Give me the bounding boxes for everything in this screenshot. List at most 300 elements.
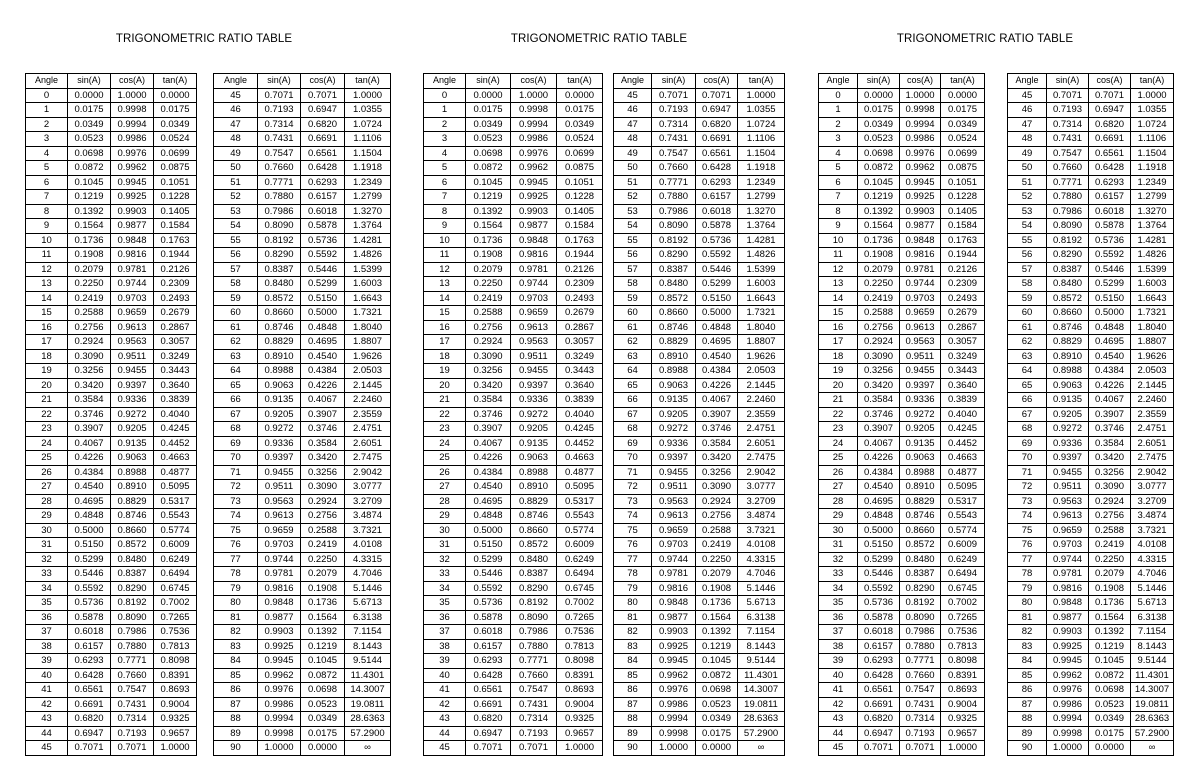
table-row: [214, 233, 391, 248]
angle-cell: 41: [26, 683, 68, 698]
tan-cell: 6.3138: [738, 610, 785, 625]
tan-cell: 2.7475: [345, 451, 391, 466]
angle-cell: 59: [214, 291, 258, 306]
sin-cell: 0.7771: [1047, 175, 1089, 190]
angle-cell: 12: [26, 262, 68, 277]
cos-cell: 0.9816: [900, 248, 941, 263]
cos-cell: 0.0349: [1089, 712, 1131, 727]
sin-cell: 0.2756: [68, 320, 111, 335]
trig-table-set2-0-45: [423, 73, 603, 756]
angle-cell: 69: [614, 436, 652, 451]
cos-cell: 0.4540: [1089, 349, 1131, 364]
angle-cell: 12: [424, 262, 466, 277]
angle-cell: 15: [819, 306, 858, 321]
sin-cell: 0.4848: [858, 509, 900, 524]
table-row: [1008, 668, 1174, 683]
tan-cell: 0.5543: [941, 509, 985, 524]
table-row: [26, 538, 197, 553]
table-row: [26, 364, 197, 379]
angle-cell: 90: [214, 741, 258, 756]
tan-cell: 0.2867: [557, 320, 603, 335]
tan-cell: 0.3443: [557, 364, 603, 379]
tan-cell: 0.3443: [154, 364, 197, 379]
tan-cell: 0.0000: [557, 88, 603, 103]
angle-cell: 84: [1008, 654, 1047, 669]
tan-cell: 0.5774: [941, 523, 985, 538]
sin-cell: 0.1736: [68, 233, 111, 248]
sin-cell: 0.0523: [68, 132, 111, 147]
cos-cell: 0.5000: [1089, 306, 1131, 321]
cos-cell: 0.3584: [301, 436, 345, 451]
cos-cell: 0.1219: [1089, 639, 1131, 654]
angle-cell: 42: [424, 697, 466, 712]
tan-cell: 0.6249: [154, 552, 197, 567]
cos-cell: 0.1908: [1089, 581, 1131, 596]
cos-cell: 0.4695: [1089, 335, 1131, 350]
angle-cell: 10: [424, 233, 466, 248]
table-row: [424, 378, 603, 393]
table-row: [819, 480, 985, 495]
sin-cell: 0.6428: [68, 668, 111, 683]
table-row: [819, 262, 985, 277]
sin-cell: 0.7071: [858, 741, 900, 756]
angle-cell: 57: [214, 262, 258, 277]
angle-cell: 40: [819, 668, 858, 683]
tan-header: tan(A): [1131, 74, 1174, 89]
cos-cell: 0.1045: [1089, 654, 1131, 669]
cos-cell: 0.9336: [511, 393, 557, 408]
table-row: [424, 146, 603, 161]
tan-cell: 0.5774: [154, 523, 197, 538]
angle-cell: 75: [1008, 523, 1047, 538]
table-row: [424, 625, 603, 640]
table-row: [614, 465, 785, 480]
cos-header: cos(A): [696, 74, 738, 89]
cos-cell: 0.9659: [111, 306, 154, 321]
cos-cell: 0.7547: [111, 683, 154, 698]
sin-cell: 0.4695: [68, 494, 111, 509]
cos-cell: 0.9659: [900, 306, 941, 321]
tan-cell: 2.1445: [1131, 378, 1174, 393]
angle-cell: 29: [26, 509, 68, 524]
table-row: [424, 291, 603, 306]
tan-cell: 14.3007: [345, 683, 391, 698]
sin-cell: 0.8572: [1047, 291, 1089, 306]
cos-cell: 0.9272: [111, 407, 154, 422]
tan-cell: 0.2867: [941, 320, 985, 335]
table-row: [26, 335, 197, 350]
sin-cell: 0.9563: [258, 494, 301, 509]
angle-cell: 42: [26, 697, 68, 712]
tan-cell: 5.6713: [1131, 596, 1174, 611]
table-row: [26, 262, 197, 277]
sin-cell: 0.9994: [1047, 712, 1089, 727]
table-row: [26, 291, 197, 306]
sin-cell: 0.8746: [258, 320, 301, 335]
table-row: [214, 117, 391, 132]
angle-cell: 2: [819, 117, 858, 132]
angle-cell: 88: [214, 712, 258, 727]
sin-cell: 0.4067: [68, 436, 111, 451]
tan-cell: 5.6713: [738, 596, 785, 611]
table-row: [214, 88, 391, 103]
tan-cell: 0.0699: [154, 146, 197, 161]
angle-cell: 34: [819, 581, 858, 596]
angle-cell: 83: [1008, 639, 1047, 654]
tan-cell: 57.2900: [738, 726, 785, 741]
angle-header: Angle: [26, 74, 68, 89]
table-row: [614, 436, 785, 451]
sin-cell: 0.8192: [1047, 233, 1089, 248]
angle-cell: 45: [819, 741, 858, 756]
cos-cell: 0.9336: [111, 393, 154, 408]
sin-cell: 0.9848: [258, 596, 301, 611]
tan-cell: 0.6494: [557, 567, 603, 582]
angle-cell: 71: [614, 465, 652, 480]
angle-cell: 0: [26, 88, 68, 103]
cos-cell: 0.9962: [111, 161, 154, 176]
tan-cell: 0.3640: [154, 378, 197, 393]
angle-cell: 33: [26, 567, 68, 582]
angle-cell: 77: [214, 552, 258, 567]
table-row: [214, 538, 391, 553]
angle-cell: 21: [26, 393, 68, 408]
table-row: [819, 175, 985, 190]
table-row: [614, 407, 785, 422]
table-row: [424, 726, 603, 741]
cos-cell: 0.6018: [696, 204, 738, 219]
table-row: [214, 364, 391, 379]
sin-cell: 0.9903: [1047, 625, 1089, 640]
cos-cell: 0.3746: [1089, 422, 1131, 437]
table-row: [1008, 291, 1174, 306]
table-row: [26, 204, 197, 219]
table-row: [819, 596, 985, 611]
angle-cell: 33: [424, 567, 466, 582]
angle-cell: 10: [819, 233, 858, 248]
sin-cell: 0.1045: [466, 175, 511, 190]
angle-cell: 68: [1008, 422, 1047, 437]
sin-cell: 0.1564: [68, 219, 111, 234]
cos-cell: 0.5446: [1089, 262, 1131, 277]
tan-cell: 0.7536: [941, 625, 985, 640]
cos-cell: 0.7071: [111, 741, 154, 756]
tan-cell: 0.7002: [941, 596, 985, 611]
sin-cell: 0.9205: [1047, 407, 1089, 422]
cos-cell: 0.7880: [111, 639, 154, 654]
cos-cell: 0.4695: [696, 335, 738, 350]
cos-cell: 0.2756: [1089, 509, 1131, 524]
angle-cell: 45: [1008, 88, 1047, 103]
cos-cell: 0.9272: [511, 407, 557, 422]
sin-cell: 0.7071: [1047, 88, 1089, 103]
tan-cell: 0.3057: [941, 335, 985, 350]
table-row: [26, 552, 197, 567]
table-row: [424, 103, 603, 118]
sin-header: sin(A): [466, 74, 511, 89]
cos-cell: 0.5878: [301, 219, 345, 234]
tan-cell: 0.7813: [154, 639, 197, 654]
table-row: [26, 726, 197, 741]
tan-cell: 1.3764: [1131, 219, 1174, 234]
cos-cell: 0.5736: [301, 233, 345, 248]
table-row: [614, 639, 785, 654]
cos-cell: 0.8290: [111, 581, 154, 596]
cos-cell: 0.9135: [511, 436, 557, 451]
cos-cell: 0.4384: [1089, 364, 1131, 379]
cos-cell: 0.6561: [301, 146, 345, 161]
tan-cell: 0.9657: [941, 726, 985, 741]
table-row: [214, 161, 391, 176]
tan-cell: 0.9004: [941, 697, 985, 712]
cos-cell: 0.6820: [696, 117, 738, 132]
sin-cell: 1.0000: [652, 741, 696, 756]
cos-cell: 0.5150: [301, 291, 345, 306]
table-row: [1008, 248, 1174, 263]
trig-table-set2-45-90: [613, 73, 785, 756]
table-row: [214, 393, 391, 408]
sin-cell: 0.4226: [466, 451, 511, 466]
tan-cell: 7.1154: [345, 625, 391, 640]
angle-header: Angle: [819, 74, 858, 89]
cos-cell: 0.2924: [1089, 494, 1131, 509]
sin-cell: 0.2419: [858, 291, 900, 306]
table-row: [26, 277, 197, 292]
tan-cell: 0.0349: [154, 117, 197, 132]
tan-cell: 0.3249: [557, 349, 603, 364]
angle-cell: 13: [26, 277, 68, 292]
cos-cell: 0.9563: [511, 335, 557, 350]
sin-cell: 0.1219: [68, 190, 111, 205]
sin-cell: 0.1908: [68, 248, 111, 263]
table-row: [214, 219, 391, 234]
angle-cell: 72: [1008, 480, 1047, 495]
tan-cell: 0.1228: [557, 190, 603, 205]
sin-cell: 0.7071: [466, 741, 511, 756]
tan-cell: 14.3007: [1131, 683, 1174, 698]
tan-cell: 0.2309: [941, 277, 985, 292]
cos-cell: 0.9063: [900, 451, 941, 466]
table-row: [26, 248, 197, 263]
table-row: [614, 567, 785, 582]
sin-cell: 0.8910: [258, 349, 301, 364]
cos-cell: 0.3090: [301, 480, 345, 495]
tan-cell: 0.6249: [557, 552, 603, 567]
sin-cell: 0.7660: [258, 161, 301, 176]
tan-cell: 1.4281: [738, 233, 785, 248]
cos-cell: 0.7431: [900, 697, 941, 712]
cos-cell: 0.7071: [900, 741, 941, 756]
tan-cell: 0.1763: [557, 233, 603, 248]
tan-cell: 0.0699: [941, 146, 985, 161]
angle-cell: 31: [424, 538, 466, 553]
table-row: [424, 683, 603, 698]
tan-cell: 1.1918: [345, 161, 391, 176]
cos-cell: 0.9976: [111, 146, 154, 161]
cos-cell: 0.8387: [111, 567, 154, 582]
table-row: [819, 741, 985, 756]
angle-cell: 44: [26, 726, 68, 741]
angle-cell: 86: [214, 683, 258, 698]
sin-cell: 0.0698: [858, 146, 900, 161]
angle-cell: 64: [214, 364, 258, 379]
tan-cell: 2.6051: [345, 436, 391, 451]
table-row: [424, 654, 603, 669]
sin-cell: 0.4067: [466, 436, 511, 451]
angle-cell: 60: [614, 306, 652, 321]
tan-cell: ∞: [345, 741, 391, 756]
angle-cell: 50: [1008, 161, 1047, 176]
sin-cell: 0.0000: [68, 88, 111, 103]
tan-cell: 0.1584: [154, 219, 197, 234]
cos-header: cos(A): [111, 74, 154, 89]
angle-cell: 79: [214, 581, 258, 596]
tan-cell: 0.4877: [557, 465, 603, 480]
angle-cell: 46: [214, 103, 258, 118]
sin-cell: 0.7986: [1047, 204, 1089, 219]
angle-cell: 89: [614, 726, 652, 741]
tan-cell: 11.4301: [345, 668, 391, 683]
cos-cell: 0.7986: [511, 625, 557, 640]
cos-cell: 0.8572: [111, 538, 154, 553]
table-row: [819, 610, 985, 625]
sin-cell: 0.5446: [68, 567, 111, 582]
table-row: [26, 378, 197, 393]
cos-cell: 0.8988: [900, 465, 941, 480]
angle-cell: 43: [424, 712, 466, 727]
tan-cell: 0.0875: [941, 161, 985, 176]
sin-cell: 0.5878: [466, 610, 511, 625]
table-row: [819, 726, 985, 741]
angle-cell: 65: [214, 378, 258, 393]
angle-cell: 77: [1008, 552, 1047, 567]
table-row: [819, 654, 985, 669]
cos-cell: 0.6157: [301, 190, 345, 205]
cos-cell: 0.9744: [111, 277, 154, 292]
angle-cell: 85: [214, 668, 258, 683]
angle-cell: 38: [26, 639, 68, 654]
angle-cell: 26: [26, 465, 68, 480]
cos-cell: 0.9877: [900, 219, 941, 234]
table-row: [424, 233, 603, 248]
table-row: [614, 509, 785, 524]
angle-cell: 37: [26, 625, 68, 640]
sin-cell: 0.0872: [466, 161, 511, 176]
tan-cell: 1.1918: [1131, 161, 1174, 176]
cos-cell: 0.7880: [900, 639, 941, 654]
sin-cell: 0.9703: [652, 538, 696, 553]
table-row: [819, 523, 985, 538]
table-row: [614, 364, 785, 379]
table-row: [26, 523, 197, 538]
sin-cell: 0.9781: [652, 567, 696, 582]
tan-cell: 0.1584: [941, 219, 985, 234]
tan-cell: 0.6745: [154, 581, 197, 596]
tan-cell: 1.2349: [345, 175, 391, 190]
table-row: [1008, 190, 1174, 205]
cos-cell: 0.9781: [511, 262, 557, 277]
tan-cell: 3.4874: [738, 509, 785, 524]
cos-cell: 0.2924: [301, 494, 345, 509]
sin-cell: 0.7547: [652, 146, 696, 161]
sin-cell: 0.9962: [652, 668, 696, 683]
sin-cell: 0.0349: [68, 117, 111, 132]
sin-cell: 1.0000: [258, 741, 301, 756]
cos-cell: 0.2079: [301, 567, 345, 582]
trig-table-set1-0-45: [25, 73, 197, 756]
cos-cell: 0.5592: [1089, 248, 1131, 263]
angle-cell: 81: [614, 610, 652, 625]
tan-cell: 0.5095: [154, 480, 197, 495]
tan-cell: 1.6643: [738, 291, 785, 306]
tan-cell: 0.2309: [154, 277, 197, 292]
table-row: [614, 625, 785, 640]
angle-cell: 36: [424, 610, 466, 625]
cos-cell: 0.2756: [301, 509, 345, 524]
sin-cell: 0.3420: [858, 378, 900, 393]
cos-cell: 0.5878: [1089, 219, 1131, 234]
cos-cell: 0.9135: [111, 436, 154, 451]
sin-cell: 0.7193: [1047, 103, 1089, 118]
tan-cell: 0.2126: [557, 262, 603, 277]
cos-cell: 0.9848: [900, 233, 941, 248]
angle-cell: 4: [819, 146, 858, 161]
table-row: [26, 103, 197, 118]
cos-cell: 0.0175: [1089, 726, 1131, 741]
sin-cell: 0.2079: [858, 262, 900, 277]
angle-header: Angle: [614, 74, 652, 89]
angle-cell: 20: [424, 378, 466, 393]
table-row: [214, 726, 391, 741]
sin-cell: 0.9455: [1047, 465, 1089, 480]
angle-cell: 32: [424, 552, 466, 567]
angle-cell: 24: [819, 436, 858, 451]
sin-cell: 0.9744: [652, 552, 696, 567]
sin-cell: 0.9998: [1047, 726, 1089, 741]
sin-cell: 0.8290: [652, 248, 696, 263]
table-row: [1008, 146, 1174, 161]
angle-cell: 17: [424, 335, 466, 350]
table-row: [1008, 161, 1174, 176]
tan-cell: 0.0524: [941, 132, 985, 147]
sin-cell: 0.6820: [466, 712, 511, 727]
angle-cell: 25: [26, 451, 68, 466]
table-row: [424, 204, 603, 219]
table-row: [26, 451, 197, 466]
tan-cell: 0.7265: [941, 610, 985, 625]
angle-cell: 8: [26, 204, 68, 219]
sin-cell: 0.1736: [466, 233, 511, 248]
sin-cell: 0.6428: [466, 668, 511, 683]
angle-cell: 72: [614, 480, 652, 495]
table-row: [424, 567, 603, 582]
sin-cell: 0.1392: [68, 204, 111, 219]
sin-cell: 0.9986: [652, 697, 696, 712]
table-row: [614, 596, 785, 611]
angle-cell: 83: [614, 639, 652, 654]
tan-cell: 0.3057: [154, 335, 197, 350]
trig-table-set1-45-90: [213, 73, 391, 756]
table-row: [214, 320, 391, 335]
tan-cell: 1.2799: [1131, 190, 1174, 205]
tan-cell: 1.0724: [345, 117, 391, 132]
angle-cell: 6: [819, 175, 858, 190]
angle-cell: 85: [1008, 668, 1047, 683]
sin-cell: 0.9962: [1047, 668, 1089, 683]
tan-cell: 0.8693: [557, 683, 603, 698]
sin-cell: 0.9744: [258, 552, 301, 567]
cos-cell: 0.3420: [301, 451, 345, 466]
